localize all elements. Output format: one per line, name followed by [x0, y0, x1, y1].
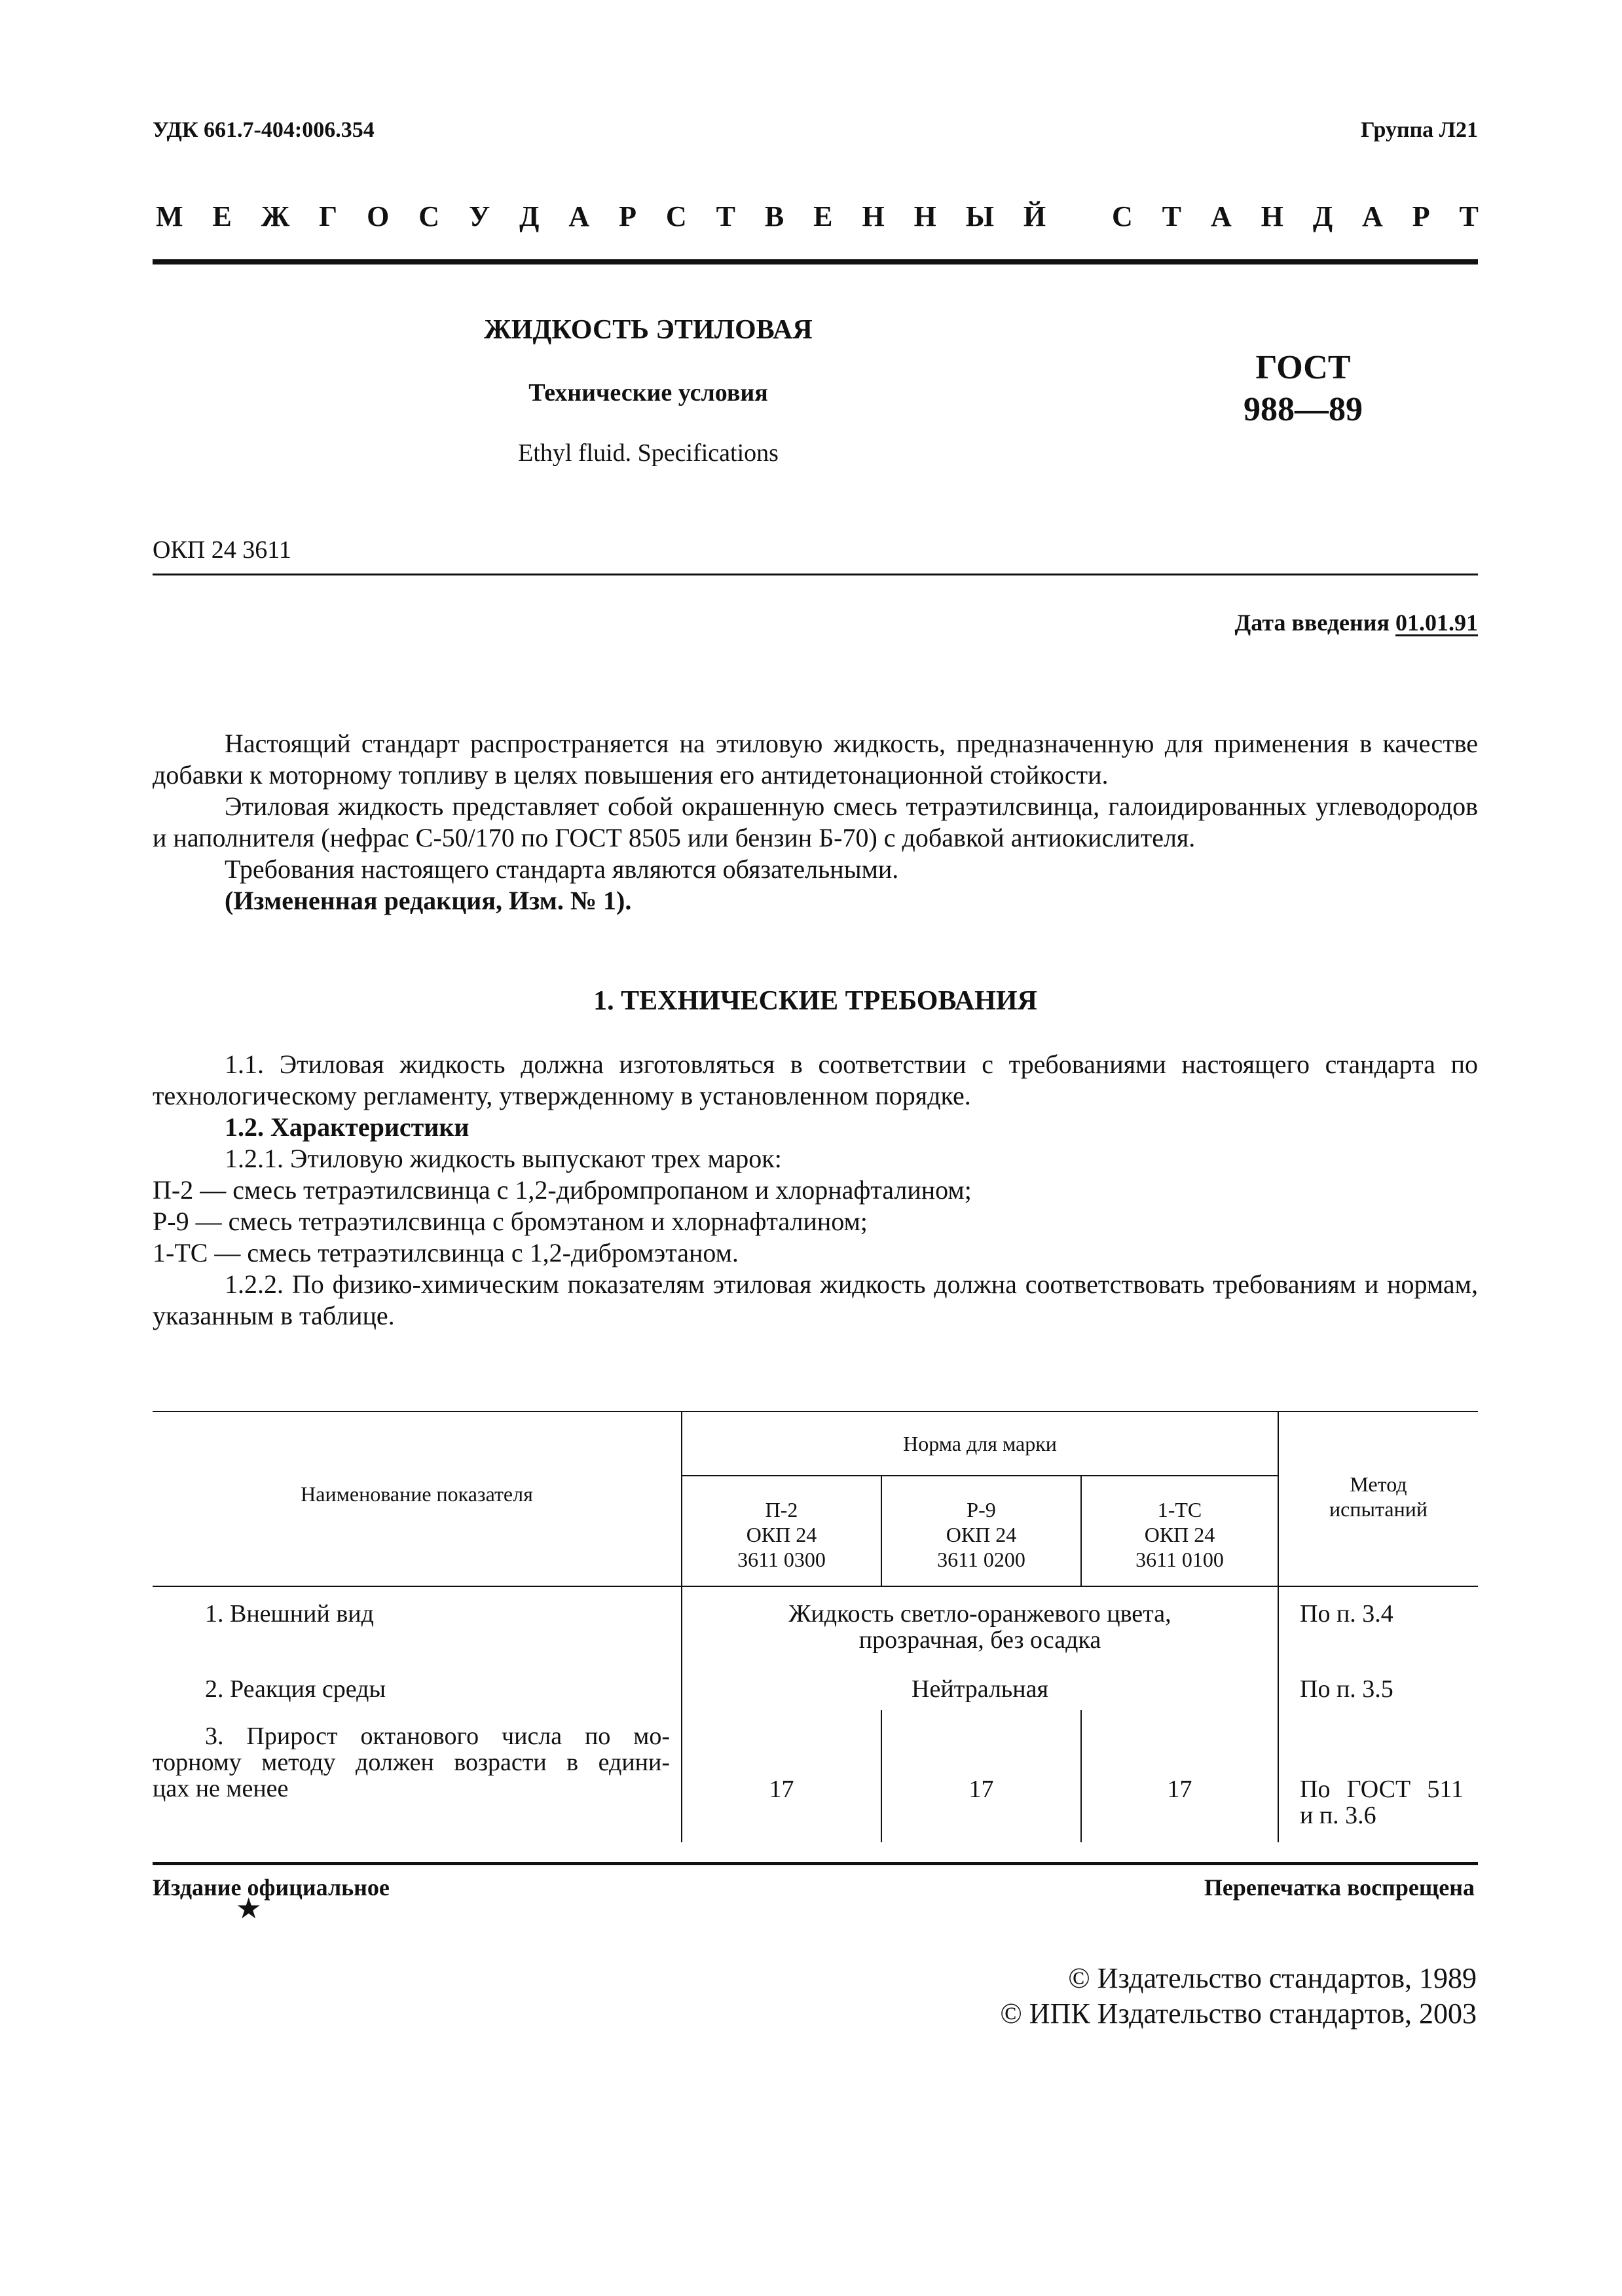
- okp-rule: [153, 574, 1478, 575]
- table-row-2-value: Нейтральная: [912, 1675, 1048, 1703]
- footer-rule: [153, 1862, 1478, 1865]
- heading-letter: А: [1362, 200, 1383, 232]
- mark-r9-description: Р-9 — смесь тетраэтилсвинца с бромэтаном и хлорнафталином;: [153, 1207, 868, 1236]
- table-row-1-method: По п. 3.4: [1300, 1600, 1393, 1628]
- preamble: [153, 728, 1478, 917]
- table-vline: [1278, 1587, 1279, 1842]
- heading-letter: Д: [1312, 200, 1333, 232]
- amendment-note: (Измененная редакция, Изм. № 1).: [225, 886, 632, 915]
- mark-okp: ОКП 24: [946, 1523, 1017, 1546]
- document-subtitle: Технические условия: [528, 379, 768, 407]
- heading-letter: С: [1111, 200, 1133, 232]
- heading-letter: С: [665, 200, 687, 232]
- table-row-3-method-line: По ГОСТ 511: [1300, 1776, 1464, 1803]
- star-icon: ★: [236, 1893, 262, 1925]
- heading-letter: Т: [1162, 200, 1182, 232]
- section-body: [153, 1049, 1478, 1332]
- heading-letter: Г: [319, 200, 338, 232]
- heading-letter: О: [367, 200, 390, 232]
- table-row-1-value: [682, 1601, 1278, 1653]
- group-code: Группа Л21: [1361, 118, 1478, 142]
- udk-code: УДК 661.7-404:006.354: [153, 118, 375, 142]
- heading-letter: Й: [1023, 200, 1046, 232]
- gost-designation: [1198, 347, 1408, 431]
- heading-letter: Р: [619, 200, 636, 232]
- mark-okp-code: 3611 0100: [1135, 1548, 1224, 1571]
- heading-letter: Т: [716, 200, 735, 232]
- mark-p2-description: П-2 — смесь тетраэтилсвинца с 1,2-дибромпропаном и хлорнафталином;: [153, 1175, 972, 1205]
- mark-okp-code: 3611 0200: [937, 1548, 1025, 1571]
- heading-letter: У: [468, 200, 490, 232]
- table-row-2-method: По п. 3.5: [1300, 1675, 1393, 1703]
- table-row-2-name: 2. Реакция среды: [205, 1675, 386, 1703]
- document-title: ЖИДКОСТЬ ЭТИЛОВАЯ: [484, 315, 813, 345]
- mark-header-r9: [882, 1497, 1080, 1572]
- english-title: Ethyl fluid. Specifications: [518, 439, 779, 467]
- col-header-method: Метод испытаний: [1329, 1472, 1428, 1521]
- heading-gap: [1075, 200, 1082, 233]
- copyright-line: © ИПК Издательство стандартов, 2003: [1000, 1997, 1477, 2030]
- clause-1-2-2: 1.2.2. По физико-химическим показателям этиловая жидкость должна соответствовать требованиям и нормам, указанным в таблице.: [153, 1269, 1478, 1330]
- mark-1ts-description: 1-ТС — смесь тетраэтилсвинца с 1,2-дибромэтаном.: [153, 1238, 739, 1267]
- mark-okp: ОКП 24: [1144, 1523, 1215, 1546]
- heading-letter: Н: [862, 200, 885, 232]
- table-norm-rule: [681, 1475, 1279, 1476]
- table-top-rule: [153, 1411, 1478, 1412]
- copyright: [1000, 1961, 1477, 2032]
- col-header-norm: Норма для марки: [903, 1432, 1057, 1455]
- reprint-prohibited: Перепечатка воспрещена: [1204, 1874, 1475, 1901]
- preamble-paragraph: Настоящий стандарт распространяется на этиловую жидкость, предназначенную для применения в качестве добавки к моторному топливу в целях повышения его антидетонационной стойкости.: [153, 729, 1478, 790]
- official-edition: Издание официальное: [153, 1874, 390, 1901]
- table-row-3-name-line: торному методу должен возрасти в едини-: [153, 1749, 670, 1776]
- mark-name: 1-ТС: [1157, 1498, 1202, 1522]
- table-row-3-method-line: и п. 3.6: [1300, 1802, 1376, 1829]
- heading-letter: М: [156, 200, 183, 232]
- gost-label: ГОСТ: [1255, 349, 1351, 386]
- header-thick-rule: [153, 259, 1478, 264]
- table-row-3-method: [1300, 1776, 1464, 1829]
- mark-okp: ОКП 24: [746, 1523, 817, 1546]
- heading-letter: Т: [1459, 200, 1479, 232]
- copyright-line: © Издательство стандартов, 1989: [1068, 1962, 1477, 1994]
- table-row-1-value-line: прозрачная, без осадка: [858, 1626, 1101, 1654]
- mark-name: П-2: [765, 1498, 798, 1522]
- preamble-paragraph: Этиловая жидкость представляет собой окрашенную смесь тетраэтилсвинца, галоидированных углеводородов и наполнителя (нефрас С-50/170 по ГОСТ 8505 или бензин Б-70) с добавкой антиокислителя.: [153, 792, 1478, 852]
- table-row-3-name-line: 3. Прирост октанового числа по мо-: [205, 1722, 670, 1750]
- introduction-date-value: 01.01.91: [1395, 610, 1478, 636]
- table-row-3-name-line: цах не менее: [153, 1775, 289, 1802]
- table-header-rule: [153, 1586, 1478, 1587]
- table-row-1-value-line: Жидкость светло-оранжевого цвета,: [788, 1600, 1171, 1628]
- heading-letter: Д: [519, 200, 540, 232]
- table-row-3-name: [153, 1723, 670, 1802]
- section-title: 1. ТЕХНИЧЕСКИЕ ТРЕБОВАНИЯ: [593, 986, 1037, 1016]
- heading-letter: Ы: [965, 200, 994, 232]
- heading-letter: Е: [813, 200, 833, 232]
- heading-letter: А: [568, 200, 590, 232]
- clause-1-2-heading: 1.2. Характеристики: [225, 1112, 470, 1142]
- preamble-paragraph: Требования настоящего стандарта являются обязательными.: [225, 854, 899, 884]
- heading-letter: А: [1210, 200, 1232, 232]
- heading-letter: Е: [212, 200, 232, 232]
- clause-1-2-1: 1.2.1. Этиловую жидкость выпускают трех марок:: [225, 1144, 782, 1173]
- heading-letter: Р: [1412, 200, 1430, 232]
- introduction-date-label: Дата введения: [1234, 610, 1390, 636]
- heading-letter: В: [764, 200, 784, 232]
- okp-code: ОКП 24 3611: [153, 536, 291, 564]
- table-row-3-value-p2: 17: [769, 1776, 794, 1803]
- heading-letter: Н: [1261, 200, 1283, 232]
- table-row-3-value-1ts: 17: [1167, 1776, 1192, 1803]
- introduction-date: [1235, 609, 1479, 636]
- table-row-3-value-r9: 17: [968, 1776, 994, 1803]
- heading-letter: С: [418, 200, 440, 232]
- gost-number: 988—89: [1244, 391, 1363, 428]
- mark-header-1ts: [1082, 1497, 1278, 1572]
- mark-name: Р-9: [967, 1498, 996, 1522]
- mark-header-p2: [682, 1497, 881, 1572]
- heading-letter: Н: [913, 200, 936, 232]
- mark-okp-code: 3611 0300: [737, 1548, 826, 1571]
- interstate-standard-heading: [156, 200, 1479, 233]
- clause-1-1: 1.1. Этиловая жидкость должна изготовляться в соответствии с требованиями настоящего стандарта по технологическому регламенту, утвержденному в установленном порядке.: [153, 1049, 1478, 1110]
- col-header-name: Наименование показателя: [301, 1482, 533, 1506]
- heading-letter: Ж: [261, 200, 290, 232]
- table-row-1-name: 1. Внешний вид: [205, 1600, 374, 1628]
